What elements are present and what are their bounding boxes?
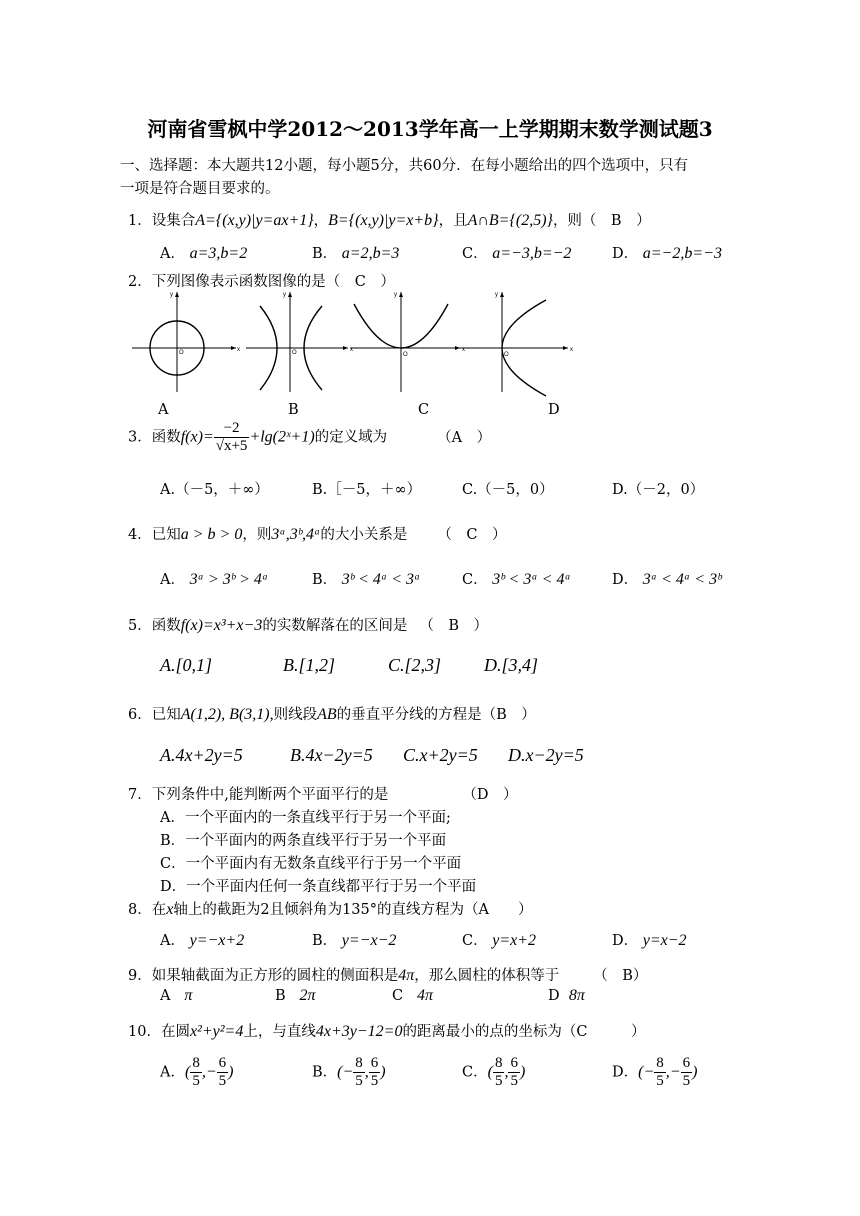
graph-label-a: A (158, 402, 169, 418)
svg-text:O: O (504, 352, 509, 358)
svg-text:O: O (179, 350, 184, 356)
q3-option-c: C.（－5，0） (462, 482, 554, 498)
q6-option-c: C.x+2y=5 (403, 745, 478, 765)
q10-option-c: C．( $\frac{8}{5}$ , $\frac{6}{5}$ ) (462, 1055, 526, 1089)
set-b: B={(x,y)|y=x+b} (328, 212, 439, 229)
q10-option-b: B．(− $\frac{8}{5}$ , $\frac{6}{5}$ ) (312, 1055, 386, 1089)
graph-label-c: C (418, 402, 430, 418)
q3-option-b: B.［－5，＋∞） (312, 482, 422, 498)
question-1-stem: 1．设集合A={(x,y)|y=ax+1}，B={(x,y)|y=x+b}，且A∩B={(2,5)}，则（ B ） (128, 212, 651, 229)
svg-text:x: x (350, 347, 353, 353)
q4-option-a: A． 3ᵃ > 3ᵇ > 4ᵃ (160, 571, 269, 588)
section-intro-line2: 一项是符合题目要求的。 (120, 181, 280, 197)
q1-option-c: C． a=−3,b=−2 (462, 245, 572, 262)
q7-option-a: A．一个平面内的一条直线平行于另一个平面; (160, 810, 451, 826)
q8-option-c: C． y=x+2 (462, 932, 537, 949)
question-8-stem: 8．在x轴上的截距为2且倾斜角为135°的直线方程为（A ） (128, 901, 533, 918)
svg-text:y: y (394, 292, 397, 298)
graph-d-parabola-sideways (460, 292, 573, 396)
question-2-stem: 2．下列图像表示函数图像的是（ C ） (128, 274, 395, 290)
svg-text:x: x (570, 347, 573, 353)
q4-option-b: B． 3ᵇ < 4ᵃ < 3ᵃ (312, 571, 421, 588)
q1-option-d: D． a=−2,b=−3 (612, 245, 722, 262)
graph-label-b: B (288, 402, 299, 418)
page-title: 河南省雪枫中学2012～2013学年高一上学期期末数学测试题3 (147, 117, 713, 141)
q6-option-a: A.4x+2y=5 (160, 745, 243, 765)
q9-option-a: A π (160, 987, 193, 1004)
function-graphs-figure (128, 288, 588, 398)
q5-option-c: C.[2,3] (388, 655, 442, 675)
question-7-stem: 7．下列条件中,能判断两个平面平行的是 （D ） (128, 787, 518, 803)
q8-option-d: D． y=x−2 (612, 932, 687, 949)
q3-option-d: D.（－2，0） (612, 482, 705, 498)
q7-option-b: B．一个平面内的两条直线平行于另一个平面 (160, 833, 447, 849)
q10-option-a: A．( $\frac{8}{5}$ ,− $\frac{6}{5}$ ) (160, 1055, 234, 1089)
q8-option-b: B． y=−x−2 (312, 932, 397, 949)
svg-text:O: O (292, 350, 297, 356)
graph-c-parabola (350, 292, 465, 392)
question-9-stem: 9．如果轴截面为正方形的圆柱的侧面积是4π，那么圆柱的体积等于 （ B） (128, 967, 648, 984)
set-a: A={(x,y)|y=ax+1} (195, 212, 314, 229)
q5-option-d: D.[3,4] (484, 655, 539, 675)
question-3-stem: 3．函数f(x)= $\frac{-2}{√x+5}$ +lg(2ˣ+1)的定义域为 （A ） (128, 420, 492, 454)
svg-text:y: y (495, 292, 498, 298)
q10-option-d: D．(− $\frac{8}{5}$ ,− $\frac{6}{5}$ ) (612, 1055, 698, 1089)
q5-option-b: B.[1,2] (283, 655, 336, 675)
q8-option-a: A． y=−x+2 (160, 932, 245, 949)
q7-option-d: D．一个平面内任何一条直线都平行于另一个平面 (160, 879, 477, 895)
q3-option-a: A.（－5，＋∞） (160, 482, 269, 498)
question-6-stem: 6．已知A(1,2), B(3,1),则线段AB的垂直平分线的方程是（B ） (128, 706, 536, 723)
graph-label-d: D (548, 402, 560, 418)
svg-text:x: x (237, 347, 240, 353)
q4-option-d: D． 3ᵃ < 4ᵃ < 3ᵇ (612, 571, 722, 588)
set-intersection: A∩B={(2,5)} (467, 212, 553, 229)
fraction: $\frac{-2}{√x+5}$ (215, 420, 248, 454)
section-intro-line1: 一、选择题：本大题共12小题，每小题5分，共60分．在每小题给出的四个选项中，只有 (120, 158, 689, 174)
q6-option-b: B.4x−2y=5 (290, 745, 373, 765)
svg-text:y: y (283, 292, 286, 298)
q6-option-d: D.x−2y=5 (508, 745, 584, 765)
graph-b-hyperbola (246, 292, 353, 392)
question-5-stem: 5．函数f(x)=x³+x−3的实数解落在的区间是 （ B ） (128, 617, 488, 634)
question-4-stem: 4．已知a > b > 0，则3ᵃ,3ᵇ,4ᵃ的大小关系是 （ C ） (128, 526, 507, 543)
q5-option-a: A.[0,1] (160, 655, 213, 675)
q1-option-b: B． a=2,b=3 (312, 245, 400, 262)
q4-option-c: C． 3ᵇ < 3ᵃ < 4ᵃ (462, 571, 571, 588)
q9-option-c: C 4π (392, 987, 433, 1004)
q9-option-d: D 8π (548, 987, 585, 1004)
question-10-stem: 10．在圆x²+y²=4上，与直线4x+3y−12=0的距离最小的点的坐标为（C ） (128, 1023, 646, 1040)
svg-text:y: y (170, 292, 173, 298)
graph-a-circle (132, 292, 240, 392)
svg-text:x: x (462, 347, 465, 353)
q1-option-a: A． a=3,b=2 (160, 245, 248, 262)
q9-option-b: B 2π (275, 987, 316, 1004)
svg-text:O: O (403, 352, 408, 358)
q7-option-c: C．一个平面内有无数条直线平行于另一个平面 (160, 856, 462, 872)
